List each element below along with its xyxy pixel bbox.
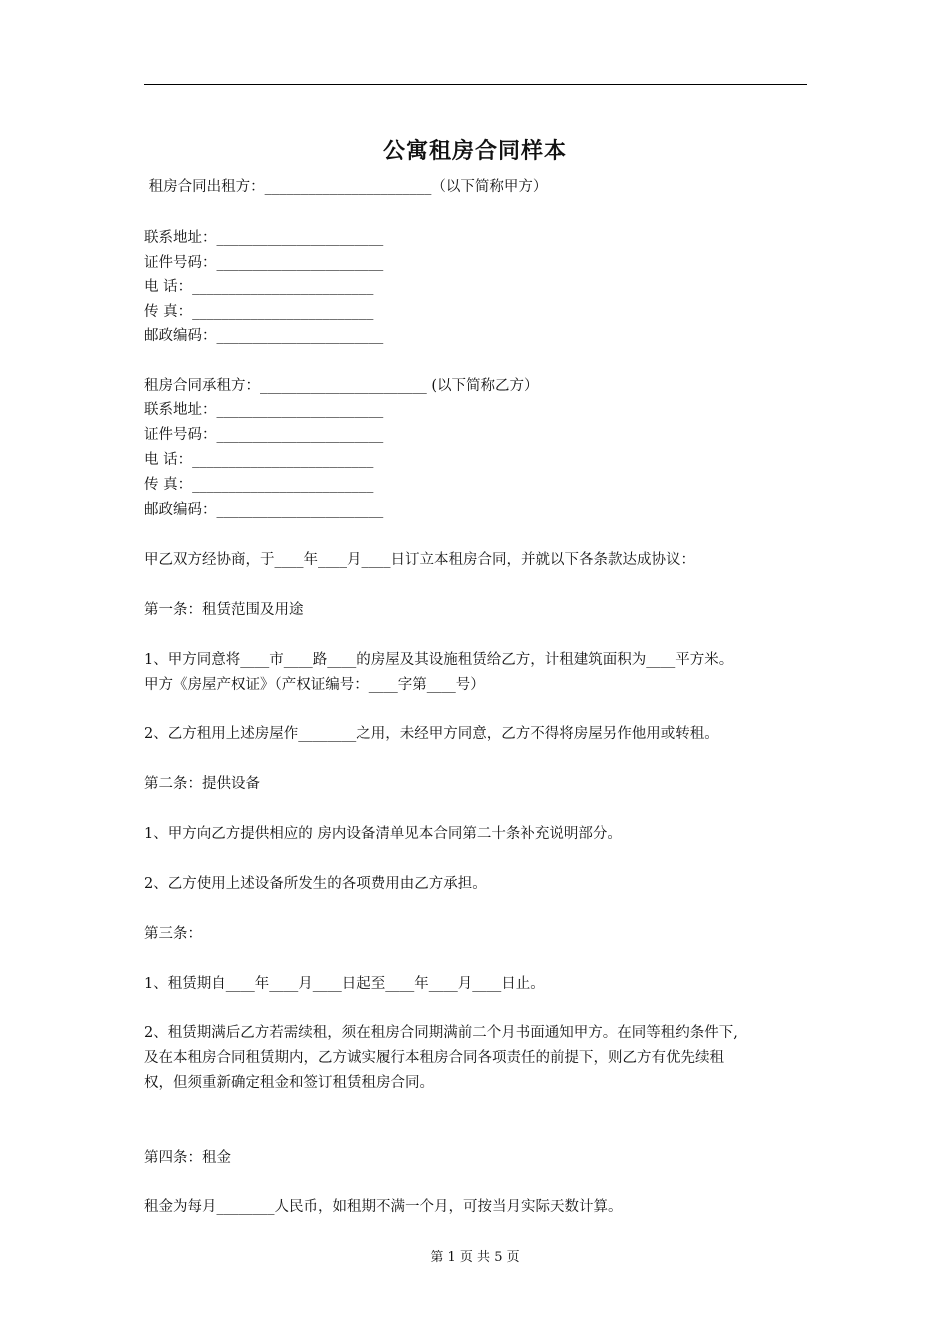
lessor-postcode: 邮政编码：_______________________: [144, 328, 384, 344]
article-3-clause-2-line-2: 及在本租房合同租赁期内，乙方诚实履行本租房合同各项责任的前提下，则乙方有优先续租: [144, 1050, 724, 1066]
lessor-phone: 电 话：_________________________: [144, 279, 374, 295]
lessor-line: 租房合同出租方：_______________________（以下简称甲方）: [144, 179, 548, 195]
page-footer: 第 1 页 共 5 页: [430, 1250, 520, 1265]
lessor-fax: 传 真：_________________________: [144, 304, 374, 320]
lessee-line: 租房合同承租方：_______________________ (以下简称乙方）: [144, 378, 539, 394]
article-4-clause: 租金为每月________人民币，如租期不满一个月，可按当月实际天数计算。: [144, 1199, 623, 1215]
lessee-postcode: 邮政编码：_______________________: [144, 502, 384, 518]
lessee-phone: 电 话：_________________________: [144, 452, 374, 468]
article-3-heading: 第三条：: [144, 926, 202, 942]
lessor-id-number: 证件号码：_______________________: [144, 255, 384, 271]
lessee-id-number: 证件号码：_______________________: [144, 427, 384, 443]
article-2-clause-1: 1、甲方向乙方提供相应的 房内设备清单见本合同第二十条补充说明部分。: [144, 826, 622, 842]
lessee-fax: 传 真：_________________________: [144, 477, 374, 493]
article-3-clause-1: 1、租赁期自____年____月____日起至____年____月____日止。: [144, 976, 545, 992]
article-1-clause-2: 2、乙方租用上述房屋作________之用，未经甲方同意，乙方不得将房屋另作他用或转租。: [144, 726, 719, 742]
document-title: 公寓租房合同样本: [382, 139, 567, 164]
article-1-clause-1-cont: 甲方《房屋产权证》（产权证编号：____字第____号）: [144, 677, 485, 693]
article-1-heading: 第一条：租赁范围及用途: [144, 602, 304, 618]
article-2-clause-2: 2、乙方使用上述设备所发生的各项费用由乙方承担。: [144, 876, 487, 892]
article-2-heading: 第二条：提供设备: [144, 776, 260, 792]
article-3-clause-2-line-3: 权，但须重新确定租金和签订租赁租房合同。: [144, 1075, 434, 1091]
article-3-clause-2-line-1: 2、租赁期满后乙方若需续租，须在租房合同期满前二个月书面通知甲方。在同等租约条件下,: [144, 1025, 738, 1041]
header-rule: [144, 84, 807, 85]
agreement-intro: 甲乙双方经协商，于____年____月____日订立本租房合同，并就以下各条款达成协议：: [144, 552, 695, 568]
article-1-clause-1: 1、甲方同意将____市____路____的房屋及其设施租赁给乙方，计租建筑面积为____平方米。: [144, 652, 734, 668]
lessor-address: 联系地址：_______________________: [144, 230, 384, 246]
lessee-address: 联系地址：_______________________: [144, 402, 384, 418]
article-4-heading: 第四条：租金: [144, 1150, 231, 1166]
